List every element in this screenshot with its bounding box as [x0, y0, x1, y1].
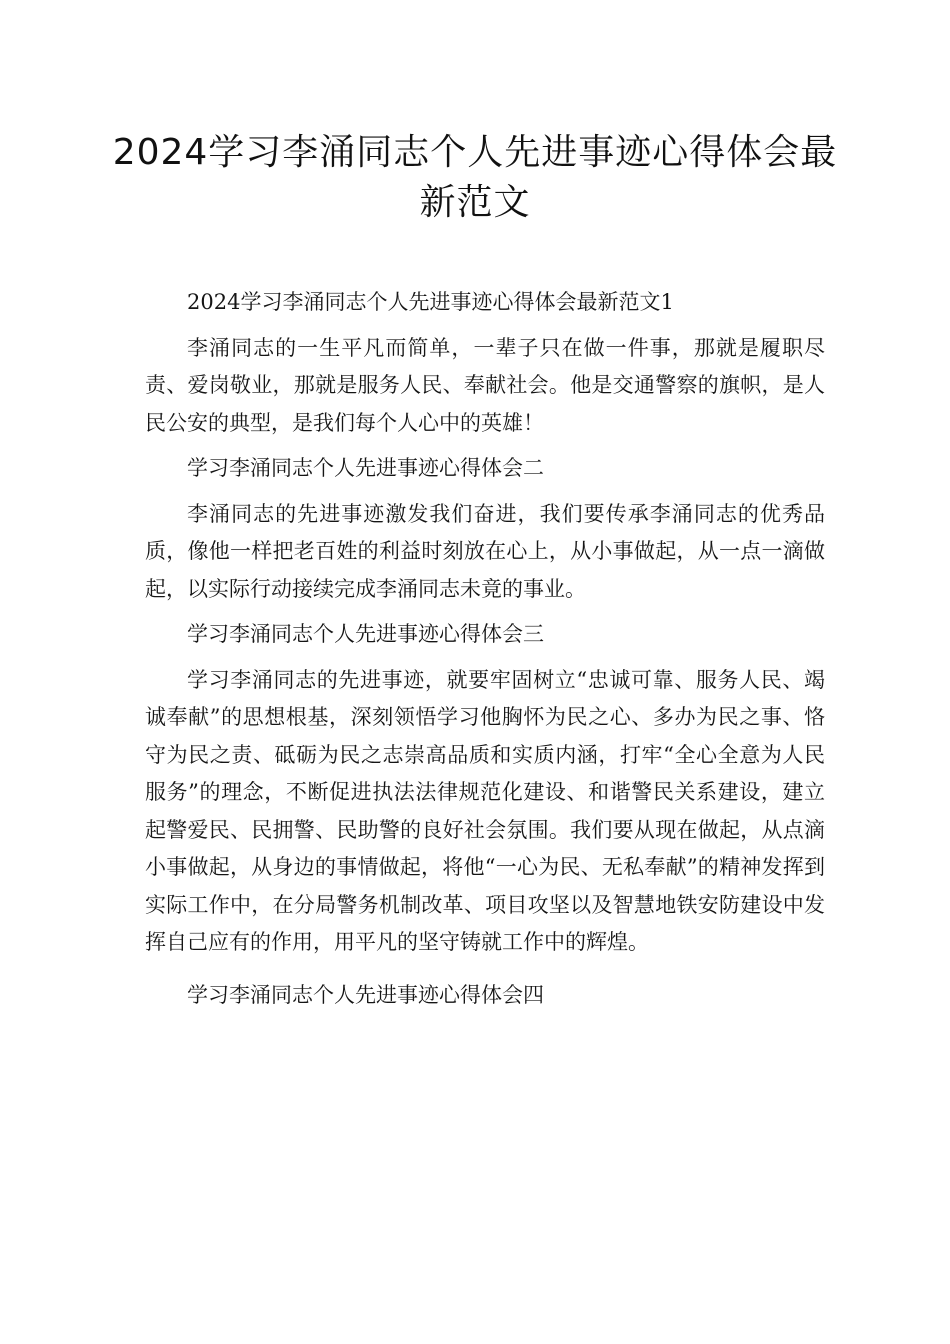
section-paragraph-3: 学习李涌同志的先进事迹，就要牢固树立“忠诚可靠、服务人民、竭诚奉献”的思想根基，深刻领悟学习他胸怀为民之心、多办为民之事、恪守为民之责、砥砺为民之志崇高品质和实质内涵，打牢“全心全意为人民服务”的理念，不断促进执法法律规范化建设、和谐警民关系建设，建立起警爱民、民拥警、民助警的良好社会氛围。我们要从现在做起，从点滴小事做起，从身边的事情做起，将他“一心为民、无私奉献”的精神发挥到实际工作中，在分局警务机制改革、项目攻坚以及智慧地铁安防建设中发挥自己应有的作用，用平凡的坚守铸就工作中的辉煌。: [145, 667, 825, 954]
section-paragraph-1: 李涌同志的一生平凡而简单，一辈子只在做一件事，那就是履职尽责、爱岗敬业，那就是服务人民、奉献社会。他是交通警察的旗帜，是人民公安的典型，是我们每个人心中的英雄！: [145, 335, 825, 435]
section-heading-2: 学习李涌同志个人先进事迹心得体会二: [187, 456, 544, 480]
document-body: [145, 284, 825, 1014]
document-title: 2024学习李涌同志个人先进事迹心得体会最新范文: [112, 132, 838, 223]
section-heading-3: 学习李涌同志个人先进事迹心得体会三: [187, 622, 544, 646]
section-heading-4: 学习李涌同志个人先进事迹心得体会四: [187, 982, 544, 1007]
section-paragraph-2: 李涌同志的先进事迹激发我们奋进，我们要传承李涌同志的优秀品质，像他一样把老百姓的利益时刻放在心上，从小事做起，从一点一滴做起，以实际行动接续完成李涌同志未竟的事业。: [145, 501, 825, 601]
section-heading-1: 2024学习李涌同志个人先进事迹心得体会最新范文1: [187, 290, 674, 314]
